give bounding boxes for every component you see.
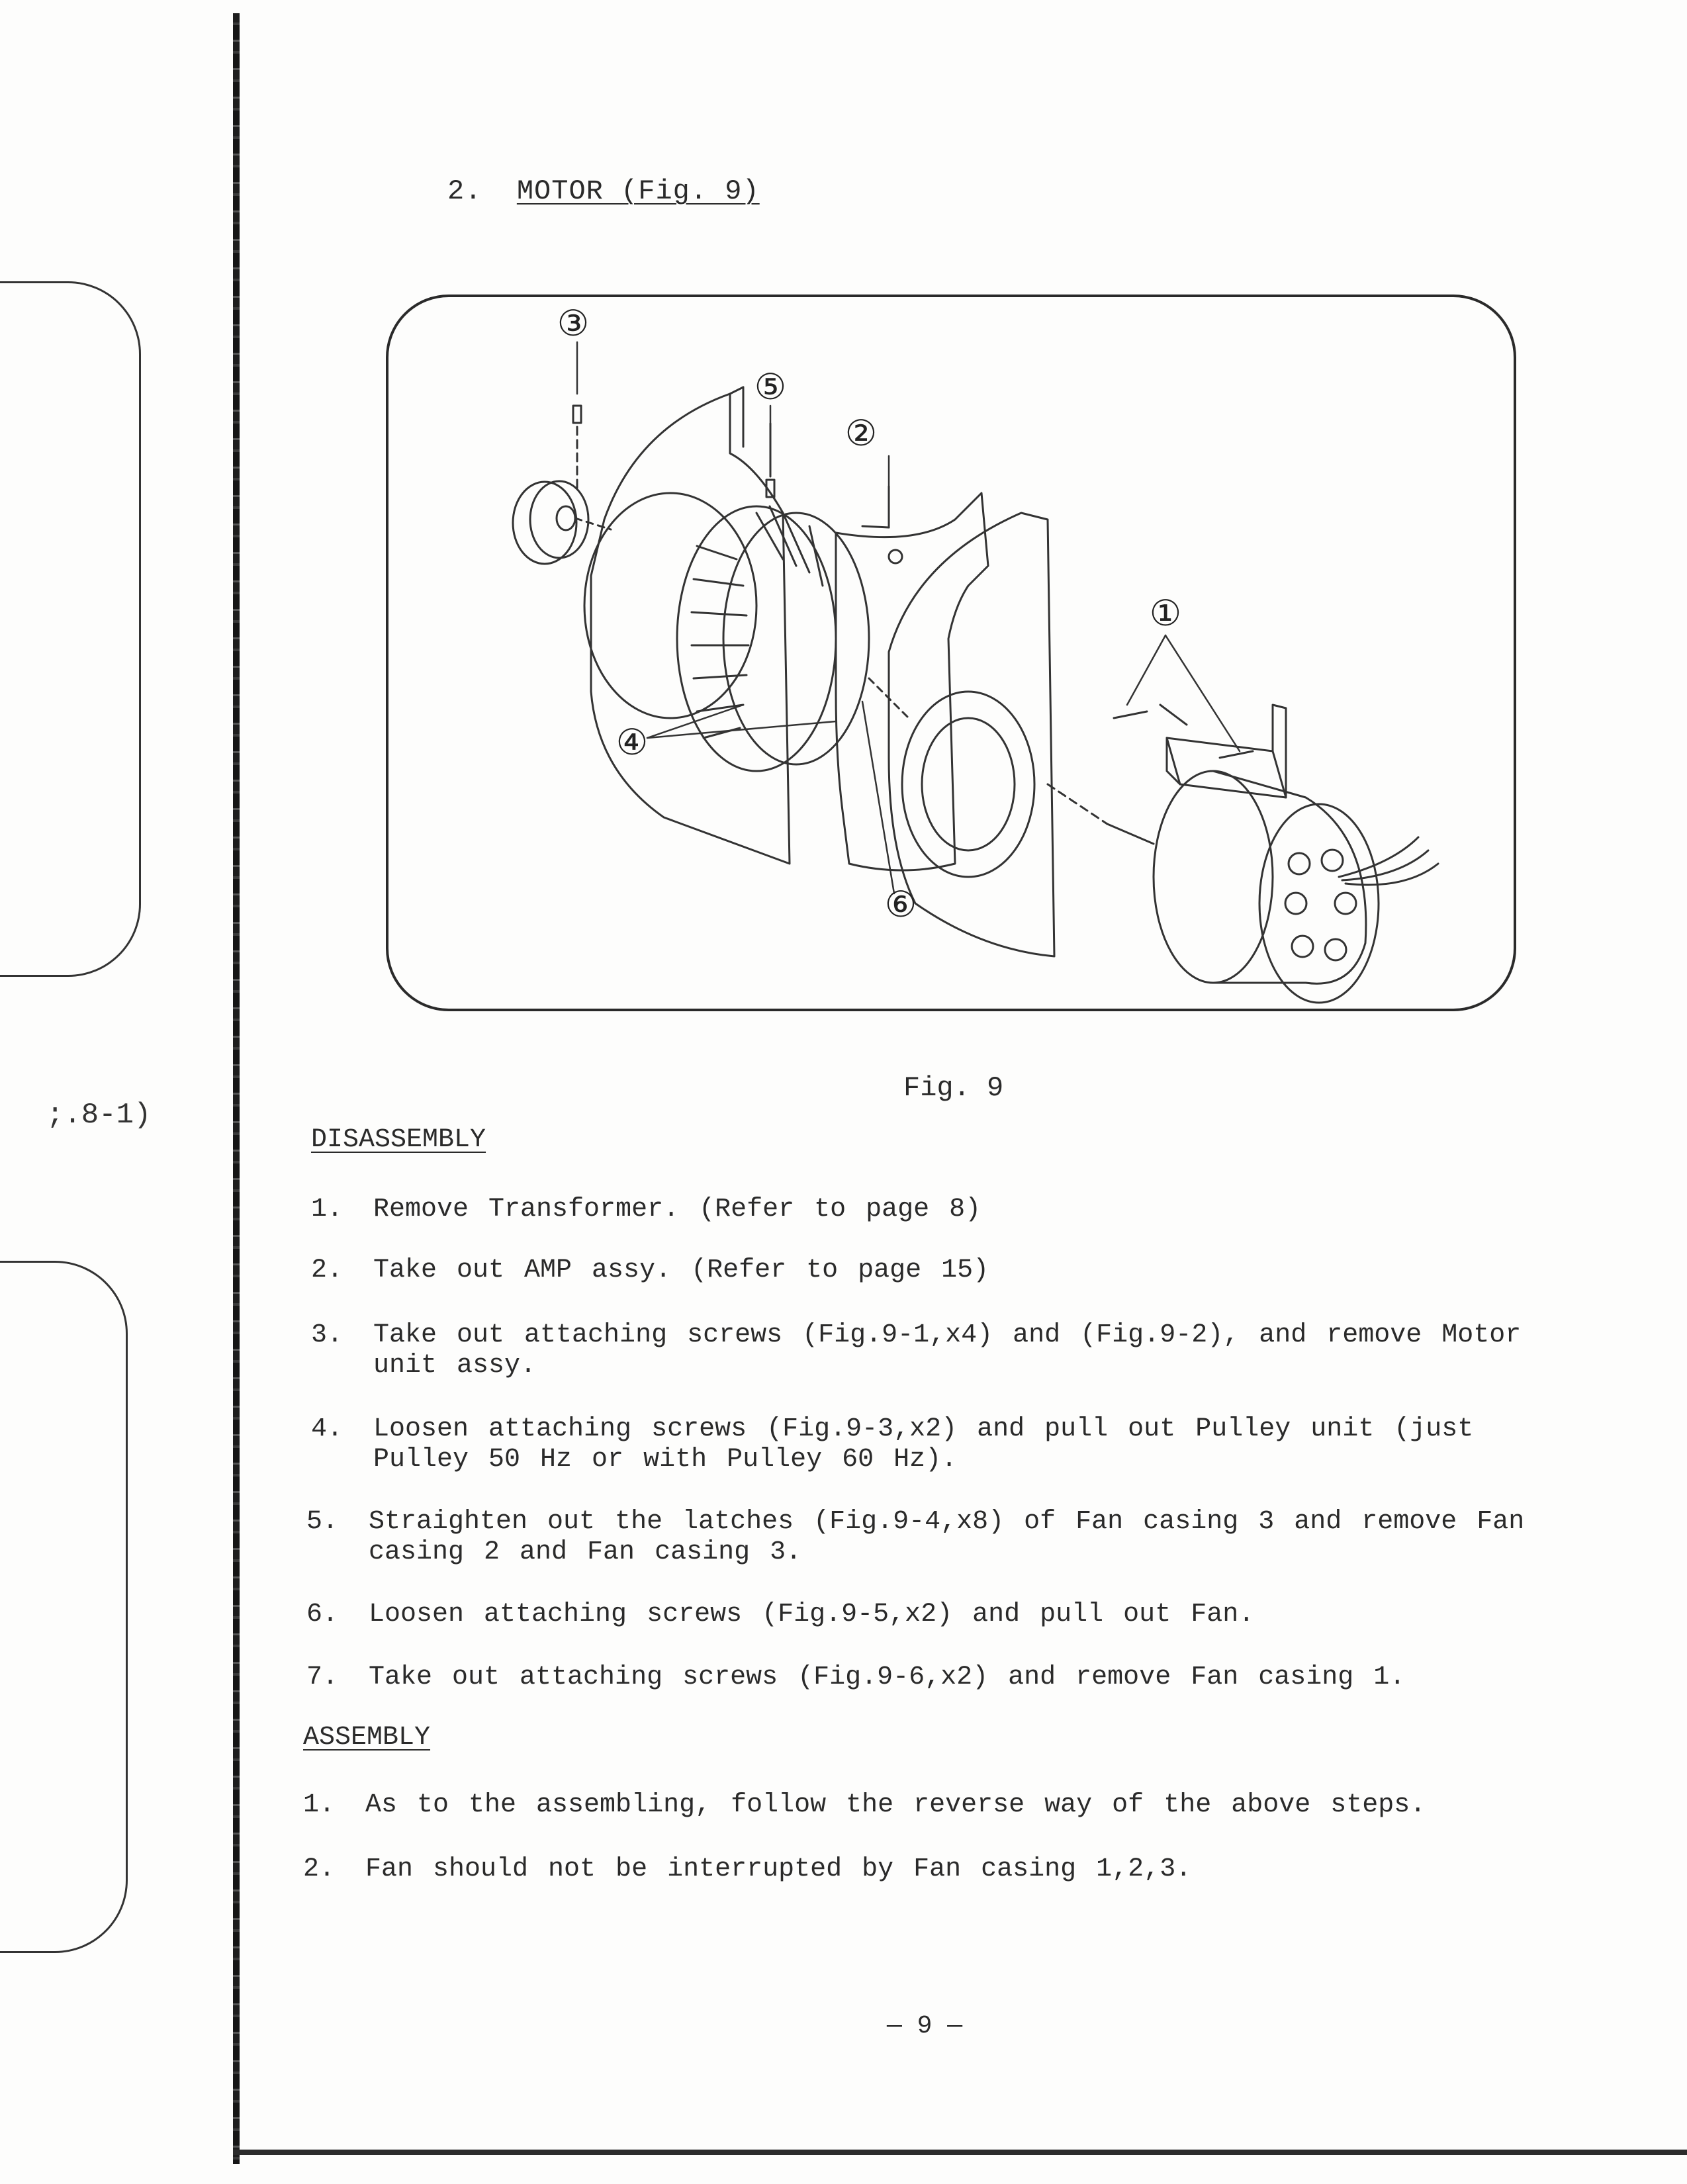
callout-3: ③ xyxy=(557,302,590,344)
step-number: 2. xyxy=(303,1854,336,1884)
step-number: 3. xyxy=(311,1320,343,1350)
screw-5 xyxy=(766,424,774,497)
screw-2 xyxy=(862,486,889,527)
step-number: 7. xyxy=(306,1662,339,1692)
step-number: 4. xyxy=(311,1414,343,1444)
step-text: Loosen attaching screws (Fig.9-5,x2) and pull out Fan. xyxy=(369,1600,1255,1629)
screw-3 xyxy=(573,406,581,493)
callout-leaders xyxy=(577,342,1240,893)
step-text: Loosen attaching screws (Fig.9-3,x2) and pull out Pulley unit (just Pulley 50 Hz or with Pulley 60 Hz). xyxy=(373,1414,1474,1475)
section-title xyxy=(447,175,760,207)
exploded-motor-diagram xyxy=(386,295,1511,1009)
figure-caption: Fig. 9 xyxy=(903,1072,1004,1104)
fan-casing-1 xyxy=(584,387,790,864)
step-text: Straighten out the latches (Fig.9-4,x8) of Fan casing 3 and remove Fan casing 2 and Fan casing 3. xyxy=(369,1507,1525,1567)
step-number: 5. xyxy=(306,1507,339,1537)
page-number: — 9 — xyxy=(887,2012,963,2040)
fan-wheel xyxy=(677,506,869,771)
section-title-text: MOTOR (Fig. 9) xyxy=(516,175,760,207)
step-number: 6. xyxy=(306,1600,339,1629)
step-text: Take out attaching screws (Fig.9-6,x2) and remove Fan casing 1. xyxy=(369,1662,1406,1692)
callout-4: ④ xyxy=(616,721,649,763)
step-text: Remove Transformer. (Refer to page 8) xyxy=(373,1195,981,1224)
section-number: 2. xyxy=(447,175,482,207)
step-number: 1. xyxy=(303,1790,336,1820)
step-number: 2. xyxy=(311,1255,343,1285)
assembly-heading: ASSEMBLY xyxy=(303,1723,431,1752)
step-text: Take out AMP assy. (Refer to page 15) xyxy=(373,1255,989,1285)
step-text: Take out attaching screws (Fig.9-1,x4) and (Fig.9-2), and remove Motor unit assy. xyxy=(373,1320,1522,1381)
callout-2: ② xyxy=(844,412,878,454)
step-number: 1. xyxy=(311,1195,343,1224)
callout-5: ⑤ xyxy=(754,366,787,408)
fan-casing-2 xyxy=(836,493,988,870)
adjacent-page-reference: ;.8-1) xyxy=(46,1099,152,1132)
callout-6: ⑥ xyxy=(884,884,917,925)
disassembly-heading: DISASSEMBLY xyxy=(311,1125,486,1155)
motor-part xyxy=(1048,771,1438,1003)
step-text: Fan should not be interrupted by Fan casing 1,2,3. xyxy=(365,1854,1192,1884)
step-text: As to the assembling, follow the reverse way of the above steps. xyxy=(365,1790,1426,1820)
callout-1: ① xyxy=(1149,592,1182,634)
